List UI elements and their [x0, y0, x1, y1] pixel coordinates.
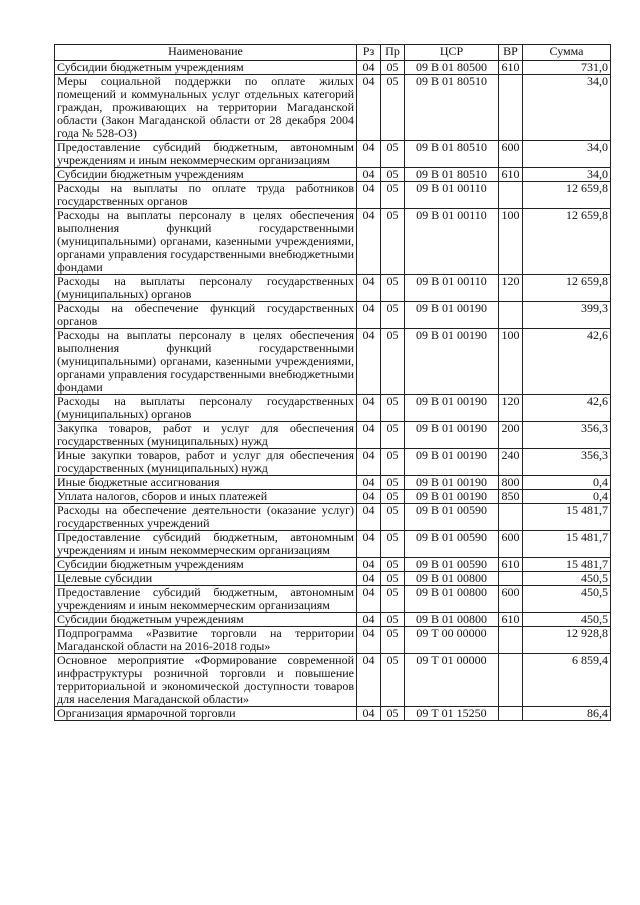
row-vr	[499, 654, 523, 707]
row-name: Предоставление субсидий бюджетным, автономным учреждениям и иным некоммерческим организациям	[55, 141, 357, 168]
row-csr: 09 В 01 00190	[405, 329, 499, 395]
row-csr: 09 В 01 80510	[405, 141, 499, 168]
row-pr: 05	[381, 422, 405, 449]
row-sum: 12 659,8	[523, 209, 611, 275]
row-csr: 09 В 01 80510	[405, 75, 499, 141]
row-rz: 04	[357, 490, 381, 504]
row-name: Организация ярмарочной торговли	[55, 707, 357, 721]
row-pr: 05	[381, 168, 405, 182]
row-name: Расходы на обеспечение деятельности (оказание услуг) государственных учреждений	[55, 504, 357, 531]
table-row	[55, 141, 611, 168]
row-csr: 09 В 01 00190	[405, 476, 499, 490]
budget-table	[54, 44, 611, 721]
row-csr: 09 Т 01 15250	[405, 707, 499, 721]
row-rz: 04	[357, 275, 381, 302]
header-pr: Пр	[381, 45, 405, 61]
row-sum: 15 481,7	[523, 504, 611, 531]
row-name: Предоставление субсидий бюджетным, автономным учреждениям и иным некоммерческим организациям	[55, 531, 357, 558]
row-rz: 04	[357, 627, 381, 654]
row-vr: 200	[499, 422, 523, 449]
row-rz: 04	[357, 395, 381, 422]
header-vr: ВР	[499, 45, 523, 61]
table-row	[55, 707, 611, 721]
row-sum: 450,5	[523, 613, 611, 627]
row-name: Субсидии бюджетным учреждениям	[55, 61, 357, 75]
header-csr: ЦСР	[405, 45, 499, 61]
table-row	[55, 586, 611, 613]
row-sum: 12 659,8	[523, 275, 611, 302]
row-csr: 09 В 01 00590	[405, 558, 499, 572]
row-name: Подпрограмма «Развитие торговли на территории Магаданской области на 2016-2018 годы»	[55, 627, 357, 654]
row-vr	[499, 182, 523, 209]
row-sum: 731,0	[523, 61, 611, 75]
row-name: Субсидии бюджетным учреждениям	[55, 168, 357, 182]
row-name: Субсидии бюджетным учреждениям	[55, 558, 357, 572]
row-name: Уплата налогов, сборов и иных платежей	[55, 490, 357, 504]
row-vr: 120	[499, 275, 523, 302]
row-vr	[499, 707, 523, 721]
row-csr: 09 В 01 00590	[405, 504, 499, 531]
row-rz: 04	[357, 572, 381, 586]
table-row	[55, 613, 611, 627]
row-pr: 05	[381, 275, 405, 302]
row-sum: 0,4	[523, 490, 611, 504]
row-csr: 09 В 01 80510	[405, 168, 499, 182]
table-row	[55, 75, 611, 141]
row-sum: 34,0	[523, 168, 611, 182]
header-sum: Сумма	[523, 45, 611, 61]
row-vr: 600	[499, 141, 523, 168]
row-name: Расходы на выплаты персоналу государственных (муниципальных) органов	[55, 395, 357, 422]
row-rz: 04	[357, 302, 381, 329]
row-rz: 04	[357, 422, 381, 449]
row-rz: 04	[357, 141, 381, 168]
row-sum: 12 928,8	[523, 627, 611, 654]
row-rz: 04	[357, 182, 381, 209]
row-rz: 04	[357, 504, 381, 531]
table-row	[55, 61, 611, 75]
row-name: Целевые субсидии	[55, 572, 357, 586]
row-name: Расходы на выплаты персоналу в целях обеспечения выполнения функций государственными (муниципальными) органами, казенными учреждениями, органами управления государственными внебюджетными фондами	[55, 209, 357, 275]
row-rz: 04	[357, 531, 381, 558]
row-rz: 04	[357, 449, 381, 476]
table-row	[55, 168, 611, 182]
row-rz: 04	[357, 707, 381, 721]
row-pr: 05	[381, 654, 405, 707]
row-sum: 42,6	[523, 395, 611, 422]
row-rz: 04	[357, 558, 381, 572]
row-vr	[499, 504, 523, 531]
row-csr: 09 В 01 00190	[405, 449, 499, 476]
row-sum: 42,6	[523, 329, 611, 395]
row-vr: 100	[499, 209, 523, 275]
row-vr: 610	[499, 168, 523, 182]
row-pr: 05	[381, 613, 405, 627]
row-pr: 05	[381, 61, 405, 75]
header-name: Наименование	[55, 45, 357, 61]
row-csr: 09 В 01 00190	[405, 422, 499, 449]
row-sum: 356,3	[523, 422, 611, 449]
row-pr: 05	[381, 490, 405, 504]
table-row	[55, 422, 611, 449]
table-row	[55, 654, 611, 707]
row-vr: 610	[499, 558, 523, 572]
table-row	[55, 182, 611, 209]
row-vr: 100	[499, 329, 523, 395]
row-rz: 04	[357, 61, 381, 75]
row-csr: 09 В 01 00110	[405, 275, 499, 302]
row-rz: 04	[357, 613, 381, 627]
table-row	[55, 476, 611, 490]
row-sum: 0,4	[523, 476, 611, 490]
row-pr: 05	[381, 504, 405, 531]
row-name: Предоставление субсидий бюджетным, автономным учреждениям и иным некоммерческим организациям	[55, 586, 357, 613]
row-pr: 05	[381, 707, 405, 721]
table-header-row	[55, 45, 611, 61]
row-pr: 05	[381, 531, 405, 558]
row-csr: 09 В 01 00190	[405, 395, 499, 422]
row-rz: 04	[357, 654, 381, 707]
table-row	[55, 627, 611, 654]
table-row	[55, 490, 611, 504]
row-sum: 86,4	[523, 707, 611, 721]
row-pr: 05	[381, 75, 405, 141]
row-vr: 600	[499, 531, 523, 558]
row-pr: 05	[381, 627, 405, 654]
row-sum: 12 659,8	[523, 182, 611, 209]
row-pr: 05	[381, 572, 405, 586]
row-pr: 05	[381, 476, 405, 490]
row-name: Субсидии бюджетным учреждениям	[55, 613, 357, 627]
table-row	[55, 449, 611, 476]
row-pr: 05	[381, 329, 405, 395]
row-pr: 05	[381, 209, 405, 275]
row-pr: 05	[381, 558, 405, 572]
row-vr: 120	[499, 395, 523, 422]
table-row	[55, 395, 611, 422]
table-row	[55, 329, 611, 395]
row-pr: 05	[381, 141, 405, 168]
table-body	[55, 61, 611, 721]
row-rz: 04	[357, 209, 381, 275]
row-csr: 09 Т 00 00000	[405, 627, 499, 654]
row-csr: 09 В 01 00190	[405, 302, 499, 329]
row-name: Закупка товаров, работ и услуг для обеспечения государственных (муниципальных) нужд	[55, 422, 357, 449]
row-csr: 09 В 01 00110	[405, 182, 499, 209]
table-row	[55, 504, 611, 531]
row-name: Меры социальной поддержки по оплате жилых помещений и коммунальных услуг отдельных категорий граждан, проживающих на территории Магаданской области (Закон Магаданской области от 28 декабря 2004 года № 528-ОЗ)	[55, 75, 357, 141]
table-row	[55, 558, 611, 572]
row-sum: 34,0	[523, 141, 611, 168]
row-sum: 15 481,7	[523, 558, 611, 572]
row-csr: 09 В 01 00800	[405, 572, 499, 586]
row-sum: 399,3	[523, 302, 611, 329]
row-rz: 04	[357, 75, 381, 141]
table-row	[55, 209, 611, 275]
row-pr: 05	[381, 395, 405, 422]
row-rz: 04	[357, 168, 381, 182]
row-vr: 240	[499, 449, 523, 476]
table-row	[55, 275, 611, 302]
row-name: Расходы на выплаты по оплате труда работников государственных органов	[55, 182, 357, 209]
row-pr: 05	[381, 302, 405, 329]
row-vr: 600	[499, 586, 523, 613]
table-row	[55, 531, 611, 558]
row-vr	[499, 627, 523, 654]
row-rz: 04	[357, 586, 381, 613]
row-sum: 356,3	[523, 449, 611, 476]
row-sum: 450,5	[523, 586, 611, 613]
row-csr: 09 Т 01 00000	[405, 654, 499, 707]
row-name: Расходы на выплаты персоналу в целях обеспечения выполнения функций государственными (муниципальными) органами, казенными учреждениями, органами управления государственными внебюджетными фондами	[55, 329, 357, 395]
row-csr: 09 В 01 80500	[405, 61, 499, 75]
table-row	[55, 572, 611, 586]
row-rz: 04	[357, 476, 381, 490]
row-csr: 09 В 01 00590	[405, 531, 499, 558]
row-sum: 34,0	[523, 75, 611, 141]
table-row	[55, 302, 611, 329]
row-vr	[499, 302, 523, 329]
row-sum: 6 859,4	[523, 654, 611, 707]
row-name: Основное мероприятие «Формирование современной инфраструктуры розничной торговли и повышение территориальной и экономической доступности товаров для населения Магаданской области»	[55, 654, 357, 707]
row-vr: 850	[499, 490, 523, 504]
row-name: Иные бюджетные ассигнования	[55, 476, 357, 490]
row-sum: 450,5	[523, 572, 611, 586]
row-vr: 800	[499, 476, 523, 490]
row-csr: 09 В 01 00800	[405, 613, 499, 627]
header-rz: Рз	[357, 45, 381, 61]
row-pr: 05	[381, 449, 405, 476]
row-name: Расходы на обеспечение функций государственных органов	[55, 302, 357, 329]
row-csr: 09 В 01 00800	[405, 586, 499, 613]
row-name: Иные закупки товаров, работ и услуг для обеспечения государственных (муниципальных) нужд	[55, 449, 357, 476]
row-vr: 610	[499, 61, 523, 75]
row-vr	[499, 572, 523, 586]
row-pr: 05	[381, 182, 405, 209]
row-rz: 04	[357, 329, 381, 395]
row-csr: 09 В 01 00190	[405, 490, 499, 504]
row-sum: 15 481,7	[523, 531, 611, 558]
row-vr: 610	[499, 613, 523, 627]
row-pr: 05	[381, 586, 405, 613]
row-vr	[499, 75, 523, 141]
row-csr: 09 В 01 00110	[405, 209, 499, 275]
row-name: Расходы на выплаты персоналу государственных (муниципальных) органов	[55, 275, 357, 302]
